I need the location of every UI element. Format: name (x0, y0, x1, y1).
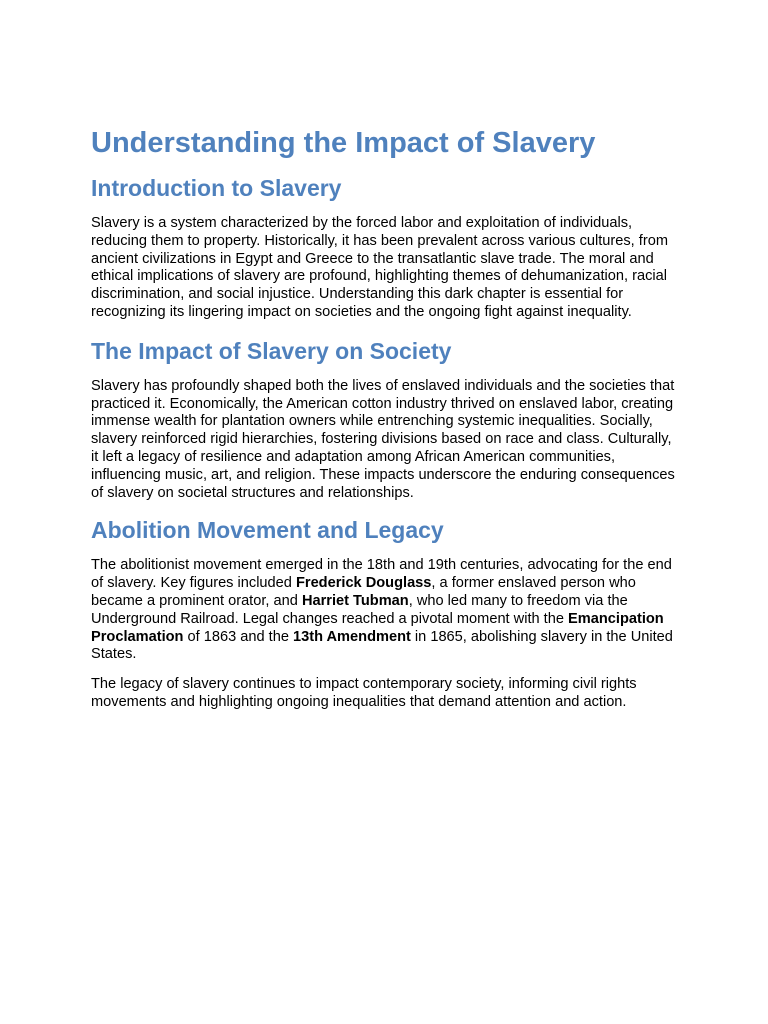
bold-emancipation-proclamation: Emancipation Proclamation (91, 610, 664, 645)
text-run: The abolitionist movement emerged in the 18th and 19th centuries, advocating for the end of slavery. Key figures included (91, 557, 672, 592)
text-run: in 1865, abolishing slavery in the United States. (91, 628, 673, 663)
section-paragraph-introduction: Slavery is a system characterized by the forced labor and exploitation of individuals, reducing them to property. Historically, it has been prevalent across various cultures, from ancient civilizations in Egypt and Greece to the transatlantic slave trade. The moral and ethical implications of slavery are profound, highlighting themes of dehumanization, racial discrimination, and social injustice. Understanding this dark chapter is essential for recognizing its lingering impact on societies and the ongoing fight against inequality. (91, 215, 668, 320)
text-run: of 1863 and the (183, 628, 293, 645)
text-run: , a former enslaved person who became a prominent orator, and (91, 575, 636, 609)
document-title: Understanding the Impact of Slavery (91, 127, 596, 159)
bold-13th-amendment: 13th Amendment (293, 628, 411, 645)
bold-harriet-tubman: Harriet Tubman (301, 592, 409, 609)
section-paragraph-impact: Slavery has profoundly shaped both the lives of enslaved individuals and the societies that practiced it. Economically, the American cotton industry thrived on enslaved labor, creating immense wealth for plantation owners while entrenching systemic inequalities. Socially, slavery reinforced rigid hierarchies, fostering divisions based on race and class. Culturally, it left a legacy of resilience and adaptation among African American communities, influencing music, art, and religion. These impacts underscore the enduring consequences of slavery on societal structures and relationships. (91, 377, 675, 501)
section-heading-abolition: Abolition Movement and Legacy (91, 517, 444, 544)
section-heading-impact: The Impact of Slavery on Society (91, 337, 452, 364)
section-paragraph-abolition (91, 557, 678, 664)
section-paragraph-legacy: The legacy of slavery continues to impact contemporary society, informing civil rights movements and highlighting ongoing inequalities that demand attention and action. (91, 676, 637, 710)
text-run: , who led many to freedom via the Underground Railroad. Legal changes reached a pivotal moment with the (91, 592, 628, 627)
bold-frederick-douglass: Frederick Douglass (295, 575, 432, 592)
section-heading-introduction: Introduction to Slavery (91, 175, 342, 201)
